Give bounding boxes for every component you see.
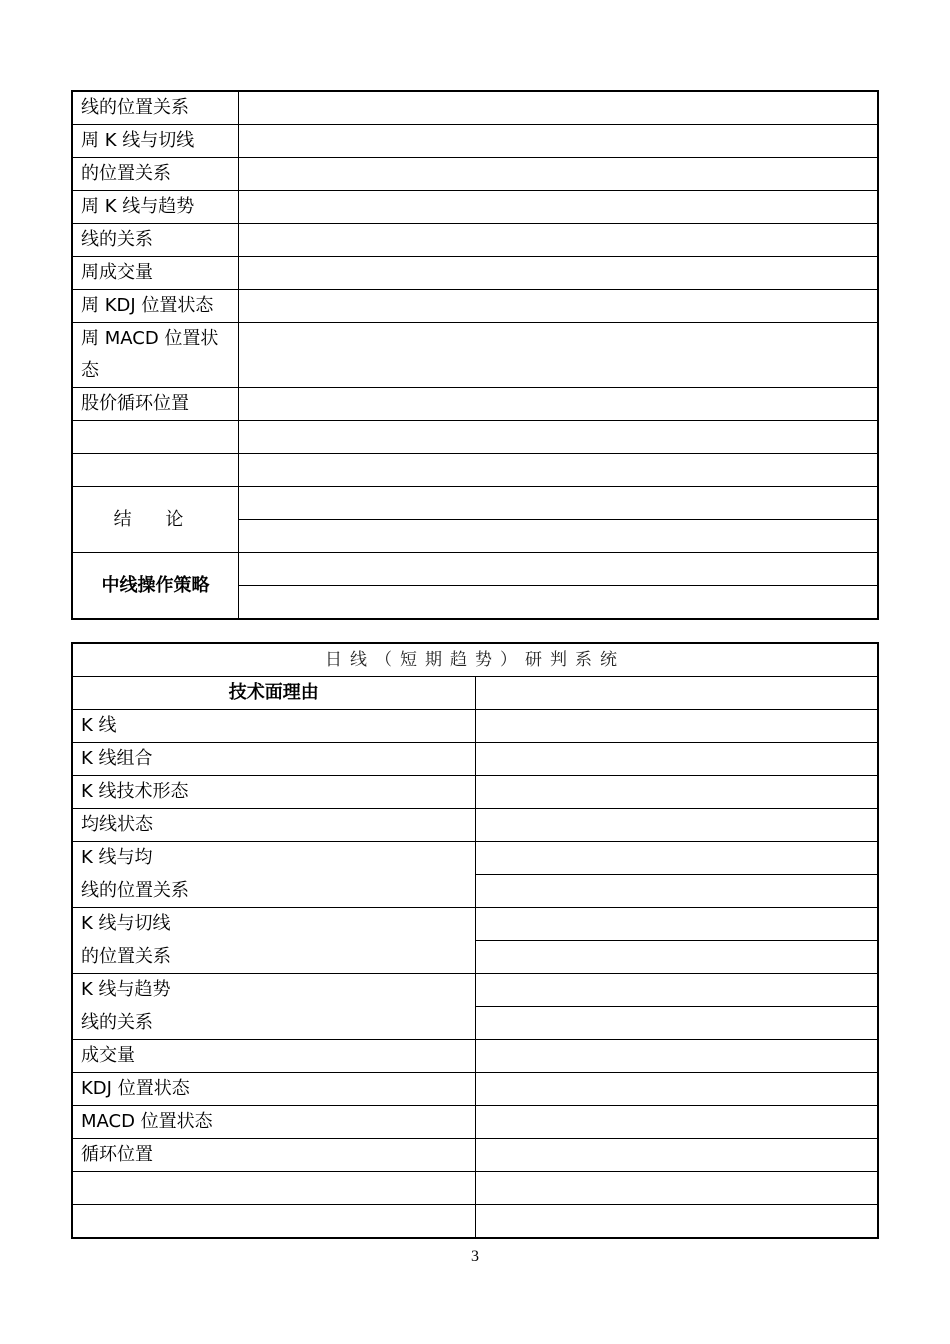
row-label: 线的关系 (72, 224, 239, 257)
row-label: 成交量 (72, 1040, 475, 1073)
entry-cell[interactable] (475, 809, 878, 842)
row-label: 态 (72, 355, 239, 388)
entry-cell[interactable] (239, 91, 879, 125)
row-label: MACD 位置状态 (72, 1106, 475, 1139)
entry-cell[interactable] (239, 191, 879, 224)
entry-cell[interactable] (239, 454, 879, 487)
entry-cell[interactable] (239, 388, 879, 421)
entry-cell[interactable] (475, 1106, 878, 1139)
entry-cell[interactable] (475, 875, 878, 908)
entry-cell[interactable] (475, 710, 878, 743)
entry-cell[interactable] (475, 677, 878, 710)
conclusion-entry[interactable] (239, 487, 879, 520)
entry-cell[interactable] (475, 908, 878, 941)
entry-cell[interactable] (475, 743, 878, 776)
conclusion-entry[interactable] (239, 520, 879, 553)
row-label: 周 KDJ 位置状态 (72, 290, 239, 323)
entry-cell[interactable] (239, 421, 879, 454)
row-label: K 线与均 (72, 842, 475, 875)
row-label: 的位置关系 (72, 158, 239, 191)
row-label: 均线状态 (72, 809, 475, 842)
entry-cell[interactable] (475, 1007, 878, 1040)
entry-cell[interactable] (475, 1040, 878, 1073)
daily-table-title: 日线（短期趋势）研判系统 (72, 643, 878, 677)
weekly-analysis-table (71, 90, 879, 620)
entry-cell[interactable] (475, 1073, 878, 1106)
row-label: K 线组合 (72, 743, 475, 776)
entry-cell[interactable] (475, 1172, 878, 1205)
row-label (72, 421, 239, 454)
header-label: 技术面理由 (72, 677, 475, 710)
row-label (72, 454, 239, 487)
entry-cell[interactable] (475, 941, 878, 974)
row-label: 线的关系 (72, 1007, 475, 1040)
row-label: KDJ 位置状态 (72, 1073, 475, 1106)
entry-cell[interactable] (475, 1139, 878, 1172)
row-label: 的位置关系 (72, 941, 475, 974)
row-label: 线的位置关系 (72, 875, 475, 908)
row-label: 周 MACD 位置状 (72, 323, 239, 356)
row-label: 循环位置 (72, 1139, 475, 1172)
entry-cell[interactable] (239, 158, 879, 191)
row-label: 周成交量 (72, 257, 239, 290)
row-label (72, 1172, 475, 1205)
row-label: 线的位置关系 (72, 91, 239, 125)
row-label: K 线技术形态 (72, 776, 475, 809)
conclusion-label: 结 论 (72, 487, 239, 553)
row-label: K 线与切线 (72, 908, 475, 941)
daily-analysis-table (71, 642, 879, 1239)
entry-cell[interactable] (239, 125, 879, 158)
strategy-entry[interactable] (239, 553, 879, 586)
strategy-label: 中线操作策略 (72, 553, 239, 620)
row-label: K 线与趋势 (72, 974, 475, 1007)
entry-cell[interactable] (475, 776, 878, 809)
entry-cell[interactable] (239, 290, 879, 323)
strategy-entry[interactable] (239, 586, 879, 620)
entry-cell[interactable] (239, 257, 879, 290)
entry-cell[interactable] (239, 224, 879, 257)
row-label: 周 K 线与趋势 (72, 191, 239, 224)
row-label (72, 1205, 475, 1239)
entry-cell[interactable] (475, 974, 878, 1007)
page-number: 3 (471, 1248, 479, 1265)
entry-cell[interactable] (475, 1205, 878, 1239)
row-label: K 线 (72, 710, 475, 743)
entry-cell[interactable] (239, 323, 879, 388)
entry-cell[interactable] (475, 842, 878, 875)
row-label: 股价循环位置 (72, 388, 239, 421)
row-label: 周 K 线与切线 (72, 125, 239, 158)
